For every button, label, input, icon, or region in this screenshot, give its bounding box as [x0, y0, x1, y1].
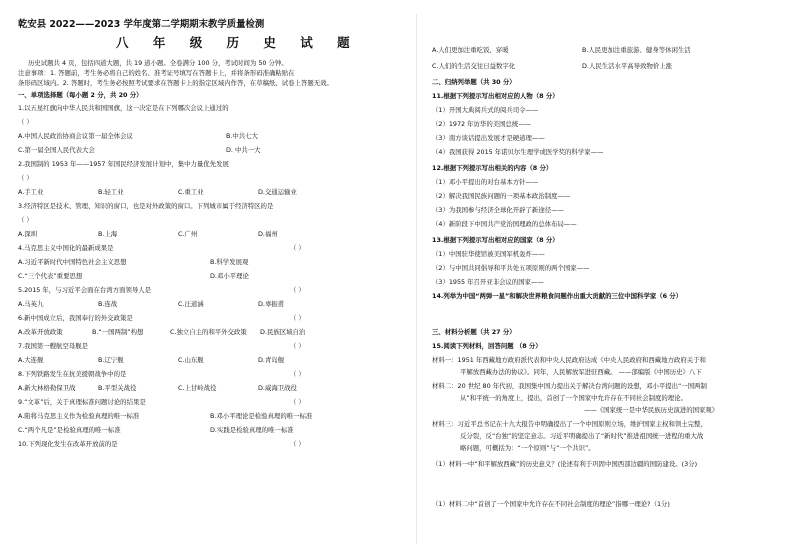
option: D.威海卫战役 [258, 384, 297, 392]
option: C.汪道涵 [178, 300, 204, 308]
answer-blank: （ ） [290, 370, 305, 378]
option: C.“三个代表”重要思想 [18, 272, 83, 280]
option: C.广州 [178, 230, 198, 238]
option: B.人民更加注重旅游、健身等休闲生活 [582, 46, 691, 54]
option: C.重工业 [178, 188, 204, 196]
exam-subject: 八 年 级 历 史 试 题 [116, 35, 360, 50]
question-text: 9.“文革”后，关于真理标准问题讨论的结果是 [18, 398, 146, 406]
exam-note: 注意事项：1. 答题前，考生务必将自己的姓名、准考证号填写在答题卡上，并将条形码准确粘贴在 [18, 69, 295, 77]
option: B.轻工业 [98, 188, 124, 196]
question-text: 3.经济特区是技术、管理、知识的窗口，也是对外政策的窗口。下列城市属于经济特区的是 [18, 202, 274, 210]
answer-blank: （ ） [290, 286, 305, 294]
option: C.人们的生活交往日益数字化 [432, 62, 516, 70]
option: C.上甘岭战役 [178, 384, 217, 392]
exam-note: 条形码区域内。2. 答题时，考生务必按照考试要求在答题卡上的指定区域内作答，在草稿纸、试卷上答题无效。 [18, 79, 333, 87]
question-item: （1）邓小平提出的对台基本方针—— [432, 178, 539, 186]
option: A.马英九 [18, 300, 44, 308]
question-text: 5.2015 年，与习近平会面在台湾方面领导人是 [18, 286, 152, 294]
option: D.民族区域自治 [260, 328, 306, 336]
option: A.大连舰 [18, 356, 44, 364]
option: A.中国人民政治协商会议第一届全体会议 [18, 132, 133, 140]
option: A.新大林格勒保卫战 [18, 384, 76, 392]
option: A.陷将马克思主义作为检验真理的唯一标准 [18, 412, 140, 420]
section-heading: 三、材料分析题（共 27 分） [432, 328, 516, 336]
right-column [432, 0, 732, 560]
option: B.连战 [98, 300, 118, 308]
question-text: 10.下列现化发生在改革开放前的是 [18, 440, 118, 448]
material-text: 略问题，可概括为：“一个原则”与“一个共识”。 [460, 444, 595, 452]
question-text: 15.阅读下列材料，回答问题 （8 分） [432, 342, 542, 350]
question-text: 1.以五星红旗向中华人民共和国国旗，这一决定是在下列哪次会议上通过的 [18, 104, 229, 112]
question-text: 2.我国制的 1953 年——1957 年国民经济发展计划中，集中力量优先发展 [18, 160, 229, 168]
option: B.科学发展观 [210, 258, 249, 266]
answer-blank: （ ） [290, 244, 305, 252]
question-item: （2）1972 年访华的美国总统—— [432, 120, 532, 128]
option: D.福州 [258, 230, 278, 238]
left-column [18, 0, 400, 560]
option: B.“一国两制”构想 [92, 328, 144, 336]
material-text: 从”和平统一的角度上，提出，首创了一个国家中允许存在不同社会制度的理论。 [460, 394, 687, 402]
question-text: 11.根据下列提示写出相对应的人物（8 分） [432, 92, 559, 100]
material-text: 材料二：20 世纪 80 年代初，我国集中国力提出关于解决台湾问题的设想，邓小平提出“一国两制 [432, 382, 707, 390]
material-text: 平解放西藏办法的协议》。同年，人民解放军进驻西藏。 ——部编版《中国历史》八下 [460, 368, 702, 376]
option: A.习近平新时代中国特色社会主义思想 [18, 258, 127, 266]
answer-blank: （ ） [18, 118, 33, 126]
question-item: （1）中国驻华使馆被美国军机轰炸—— [432, 250, 545, 258]
material-text: 反分裂，反“台独”的坚定意志。习近平明确提出了“新时代”推进祖国统一进程的重大战 [460, 432, 704, 440]
answer-blank: （ ） [290, 440, 305, 448]
option: D.人民生活水平高导致物价上涨 [582, 62, 673, 70]
column-divider [416, 14, 417, 544]
question-text: 12.根据下列提示写出相关的内容（8 分） [432, 164, 553, 172]
question-item: （2）解决我国民族问题的一项基本政治制度—— [432, 192, 571, 200]
option: D. 中共一大 [226, 146, 261, 154]
sub-question: （1）材料一中“和平解放西藏”的历史意义？(论述有利于巩固中国西部边疆的国防建设。(3分) [432, 460, 698, 468]
option: B.平型关战役 [98, 384, 137, 392]
question-item: （1）开国大典阅兵式的阅兵司令—— [432, 106, 539, 114]
answer-blank: （ ） [18, 216, 33, 224]
question-item: （3）为我国参与经济全球化开辟了新途径—— [432, 206, 564, 214]
option: D.交通运输业 [258, 188, 297, 196]
material-text: 材料三：习近平总书记在十九大报告中明确提出了一个中国原则立场，维护国家主权和领土完整， [432, 420, 707, 428]
question-item: （3）南方谈话提出发展才是硬道理—— [432, 134, 545, 142]
section-heading: 二、归纳列举题（共 30 分） [432, 78, 516, 86]
option: C.山东舰 [178, 356, 204, 364]
option: B.上海 [98, 230, 118, 238]
question-item: （4）新阶段下中国共产党治国理政的总体布局—— [432, 220, 577, 228]
question-item: （3）1955 年召开亚非会议的国家—— [432, 278, 544, 286]
option: B.中共七大 [226, 132, 258, 140]
section-heading: 一、单项选择题（每小题 2 分，共 20 分） [18, 91, 143, 99]
exam-title: 乾安县 2022——2023 学年度第二学期期末教学质量检测 [18, 19, 265, 30]
material-source: ——《国家统一是中华民族历史演进的国家观》 [584, 406, 719, 414]
option: D.实践是检验真理的唯一标准 [210, 426, 294, 434]
question-text: 7.我国第一艘航空母舰是 [18, 342, 89, 350]
option: D.青岛舰 [258, 356, 285, 364]
question-text: 14.列举为中国“两弹一星”和解决世界粮食问题作出重大贡献的三位中国科学家（6 分） [432, 292, 683, 300]
question-text: 8.下列铁路发生在抗美援朝战争中的是 [18, 370, 127, 378]
option: C.“两个凡是”是检验真理的唯一标准 [18, 426, 121, 434]
exam-note: 历史试题共 4 页，包括四道大题，共 19 道小题。全卷满分 100 分，考试时间为 50 分钟。 [28, 59, 288, 67]
answer-blank: （ ） [290, 398, 305, 406]
answer-blank: （ ） [18, 174, 33, 182]
question-text: 6.新中国成立后，我国奉行的外交政策是 [18, 314, 133, 322]
option: A.改革开放政策 [18, 328, 63, 336]
option: A.深圳 [18, 230, 38, 238]
question-item: （2）与中国共同倡导和平共处五项原则的两个国家—— [432, 264, 590, 272]
material-text: 材料一：1951 年西藏地方政府派代表和中央人民政府达成《中央人民政府和西藏地方政府关于和 [432, 356, 706, 364]
option: B.邓小平理论是检验真理的唯一标准 [210, 412, 313, 420]
option: D.辜振甫 [258, 300, 285, 308]
answer-blank: （ ） [290, 342, 305, 350]
option: C.独立自主的和平外交政策 [170, 328, 247, 336]
option: A.人们更加注重吃饭、穿暖 [432, 46, 509, 54]
sub-question: （1）材料二中“首创了一个国家中允许存在不同社会制度的理论”指哪一理论?（1分) [432, 500, 670, 508]
answer-blank: （ ） [290, 314, 305, 322]
option: D.邓小平理论 [210, 272, 249, 280]
question-text: 13.根据下列提示写出相对应的国家（8 分） [432, 236, 559, 244]
option: A.手工业 [18, 188, 44, 196]
question-text: 4.马克思主义中国化的最新成果是 [18, 244, 114, 252]
question-item: （4）我国获得 2015 年诺贝尔生理学或医学奖的科学家—— [432, 148, 604, 156]
option: B.辽宁舰 [98, 356, 124, 364]
option: C.第一届全国人民代表大会 [18, 146, 95, 154]
